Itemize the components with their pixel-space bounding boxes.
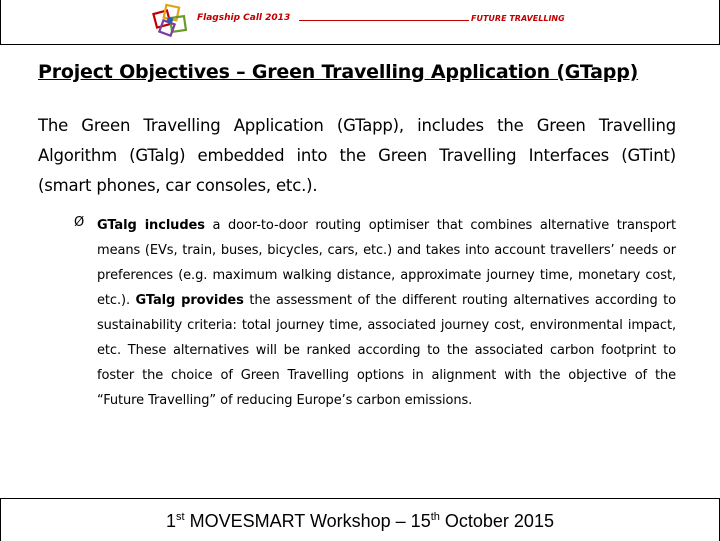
header-bar bbox=[0, 0, 720, 45]
bullet-mid-bold: GTalg provides bbox=[135, 293, 244, 308]
footer-day-suffix: th bbox=[430, 511, 440, 523]
intro-paragraph: The Green Travelling Application (GTapp), includes the Green Travelling Algorithm (GTalg) embedded into the Green Travelling Interfaces (GTint) (smart phones, car consoles, etc.). bbox=[38, 116, 676, 195]
future-travelling-label: FUTURE TRAVELLING bbox=[471, 14, 565, 23]
bullet-part-1: a door-to-door routing optimiser that combines alternative transport means (EVs, train, buses, bicycles, cars, etc.) and takes into account travellers’ needs or preferences (e.g. maximum walking distance, approximate journey time, monetary cost, etc.). bbox=[97, 218, 676, 308]
arrow-bullet-icon: Ø bbox=[74, 215, 85, 230]
header-divider bbox=[299, 20, 469, 21]
slide-title: Project Objectives – Green Travelling Application (GTapp) bbox=[38, 61, 639, 83]
footer-event-text bbox=[1, 511, 719, 532]
footer-event-name: MOVESMART Workshop – 15 bbox=[184, 511, 431, 531]
bullet-lead-bold: GTalg includes bbox=[97, 218, 205, 233]
bullet-part-2: the assessment of the different routing alternatives according to sustainability criteria: total journey time, associated journey cost, environmental impact, etc. These alternatives will be ranked according to the associated carbon footprint to foster the choice of Green Travelling options in alignment with the objective of the “Future Travelling” of reducing Europe’s carbon emissions. bbox=[97, 293, 676, 408]
footer-bar bbox=[0, 498, 720, 541]
footer-number: 1 bbox=[166, 511, 177, 531]
bullet-item bbox=[74, 213, 676, 413]
footer-number-suffix: st bbox=[176, 511, 185, 523]
bullet-text bbox=[97, 213, 676, 413]
footer-date: October 2015 bbox=[439, 511, 554, 531]
flagship-call-label: Flagship Call 2013 bbox=[197, 13, 291, 23]
flagship-logo-icon bbox=[151, 2, 191, 38]
